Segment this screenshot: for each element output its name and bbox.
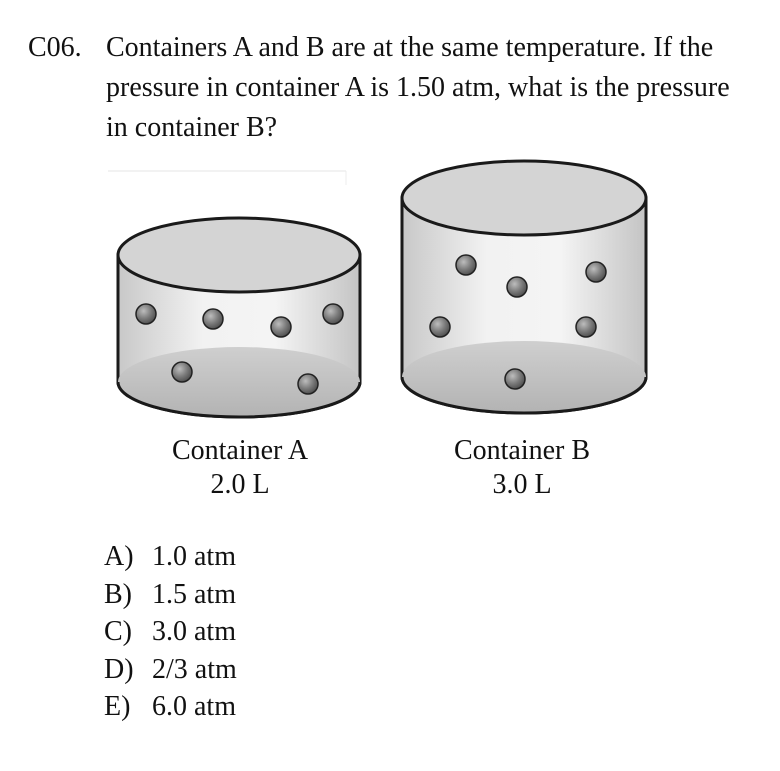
container-b-volume: 3.0 L	[492, 469, 552, 500]
container-b-name: Container B	[453, 435, 591, 466]
option-c[interactable]	[104, 613, 237, 651]
gas-particle	[172, 362, 192, 382]
gas-particle	[576, 317, 596, 337]
question-number: C06.	[28, 32, 82, 63]
container-a-lid	[118, 218, 360, 292]
gas-particle	[456, 255, 476, 275]
container-b-caption	[392, 434, 652, 502]
option-letter: B)	[104, 578, 132, 610]
container-b-lid	[402, 161, 646, 235]
gas-particle	[430, 317, 450, 337]
option-text: 1.0 atm	[152, 541, 236, 572]
gas-particle	[271, 317, 291, 337]
gas-particle	[298, 374, 318, 394]
option-letter: A)	[104, 541, 134, 572]
container-a-volume: 2.0 L	[210, 469, 270, 500]
option-letter: C)	[104, 616, 132, 647]
gas-particle	[507, 277, 527, 297]
gas-particle	[203, 309, 223, 329]
option-text: 6.0 atm	[152, 691, 236, 722]
gas-particle	[323, 304, 343, 324]
container-a-caption	[110, 434, 370, 502]
option-text: 1.5 atm	[152, 578, 236, 610]
question-text: Containers A and B are at the same temperature. If the pressure in container A is 1.50 atm, what is the pressure in container B?	[106, 32, 730, 143]
option-text: 3.0 atm	[152, 616, 236, 647]
option-a[interactable]	[104, 538, 237, 576]
option-e[interactable]	[104, 688, 237, 726]
container-a-drawing	[118, 218, 360, 417]
container-b-drawing	[402, 161, 646, 413]
option-letter: D)	[104, 653, 134, 685]
container-a-name: Container A	[171, 435, 309, 466]
option-d[interactable]	[104, 651, 237, 689]
option-letter: E)	[104, 691, 131, 722]
option-b[interactable]	[104, 576, 237, 614]
question	[28, 28, 748, 148]
gas-particle	[505, 369, 525, 389]
option-text: 2/3 atm	[152, 653, 237, 685]
gas-particle	[586, 262, 606, 282]
gas-particle	[136, 304, 156, 324]
answer-options	[104, 538, 237, 726]
